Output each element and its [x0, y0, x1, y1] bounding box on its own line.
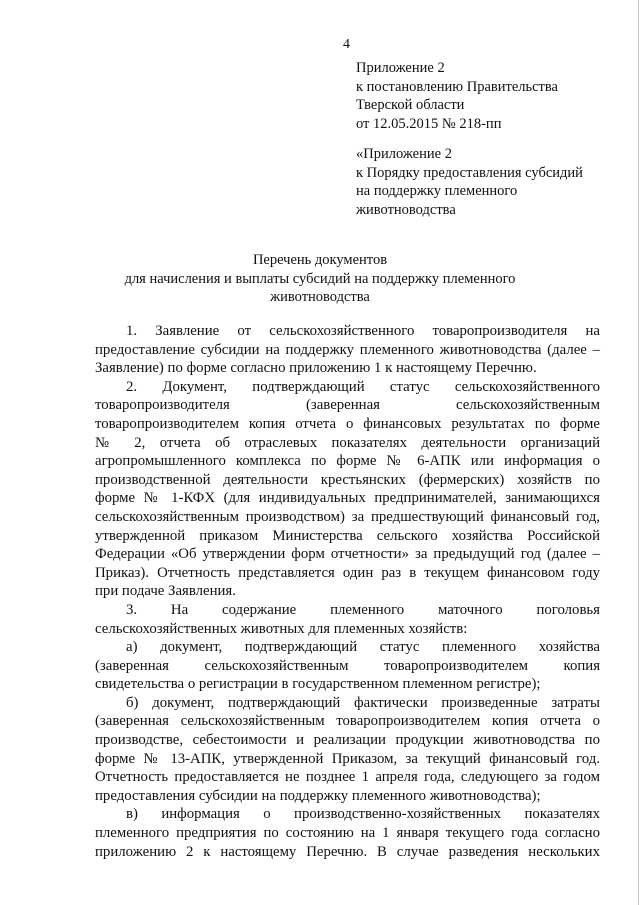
body-line: № 2, отчета об отраслевых показателях деятельности организаций [95, 434, 600, 451]
page-number: 4 [343, 37, 350, 52]
appendix-line: от 12.05.2015 № 218-пп [356, 115, 502, 132]
scan-edge [638, 0, 639, 905]
body-line: Заявление) по форме согласно приложению 1 к настоящему Перечню. [95, 360, 537, 377]
title-line: для начисления и выплаты субсидий на поддержку племенного [124, 270, 516, 287]
body-line: товаропроизводителя (заверенная сельскохозяйственным [95, 397, 600, 414]
body-line: предоставление субсидии на поддержку племенного животноводства (далее – [95, 341, 600, 358]
appendix-line: к постановлению Правительства [356, 78, 558, 95]
appendix-line: на поддержку племенного [356, 183, 518, 199]
body-line: сельскохозяйственным производством) за предшествующий финансовый год, [95, 508, 600, 525]
body-line: (заверенная сельскохозяйственным товаропроизводителем копия отчета о [95, 713, 600, 730]
body-line: б) документ, подтверждающий фактически произведенные затраты [126, 694, 600, 711]
body-line: в) информация о производственно-хозяйственных показателях [126, 806, 600, 823]
body-line: 3. На содержание племенного маточного поголовья [126, 601, 600, 618]
appendix-header-resolution [356, 59, 558, 133]
body-line: товаропроизводителем копия отчета о финансовых результатах по форме [95, 415, 600, 432]
body-line: приложению 2 к настоящему Перечню. В случае разведения нескольких [95, 843, 600, 860]
body-line: а) документ, подтверждающий статус племенного хозяйства [126, 639, 600, 656]
body-line: племенного предприятия по состоянию на 1 января текущего года согласно [95, 825, 600, 842]
title-line: Перечень документов [252, 252, 388, 268]
appendix-line: к Порядку предоставления субсидий [356, 164, 583, 181]
title-line: животноводства [270, 289, 370, 305]
appendix-line: «Приложение 2 [356, 146, 452, 162]
body-line: форме № 13-АПК, утвержденной Приказом, за текущий финансовый год. [95, 750, 600, 767]
body-line: производстве, себестоимости и реализации продукции животноводства по [95, 732, 600, 749]
body-line: Отчетность предоставляется не позднее 1 апреля года, следующего за годом [95, 769, 600, 786]
appendix-line: Приложение 2 [356, 60, 445, 76]
body-line: при подаче Заявления. [95, 583, 236, 600]
body-line: утвержденной приказом Министерства сельского хозяйства Российской [95, 527, 600, 544]
body-line: свидетельства о регистрации в государственном племенном регистре); [95, 676, 541, 693]
body-line: агропромышленного комплекса по форме № 6-АПК или информация о [95, 453, 600, 470]
document-body [95, 322, 600, 861]
body-line: (заверенная сельскохозяйственным товаропроизводителем копия [95, 657, 600, 674]
body-line: 2. Документ, подтверждающий статус сельскохозяйственного [126, 378, 600, 395]
appendix-line: животноводства [356, 201, 456, 218]
body-line: 1. Заявление от сельскохозяйственного товаропроизводителя на [126, 323, 600, 339]
document-title [0, 251, 640, 307]
body-line: производственной деятельности крестьянских (фермерских) хозяйств по [95, 471, 600, 488]
body-line: Приказ). Отчетность представляется один раз в текущем финансовом году [95, 564, 600, 581]
body-line: форме № 1-КФХ (для индивидуальных предпринимателей, занимающихся [95, 490, 600, 507]
body-line: предоставления субсидии на поддержку племенного животноводства); [95, 787, 541, 804]
body-line: Федерации «Об утверждении форм отчетности» за предыдущий год (далее – [95, 546, 600, 563]
appendix-header-procedure [356, 145, 583, 219]
appendix-line: Тверской области [356, 97, 465, 113]
body-line: сельскохозяйственных животных для племенных хозяйств: [95, 620, 468, 637]
